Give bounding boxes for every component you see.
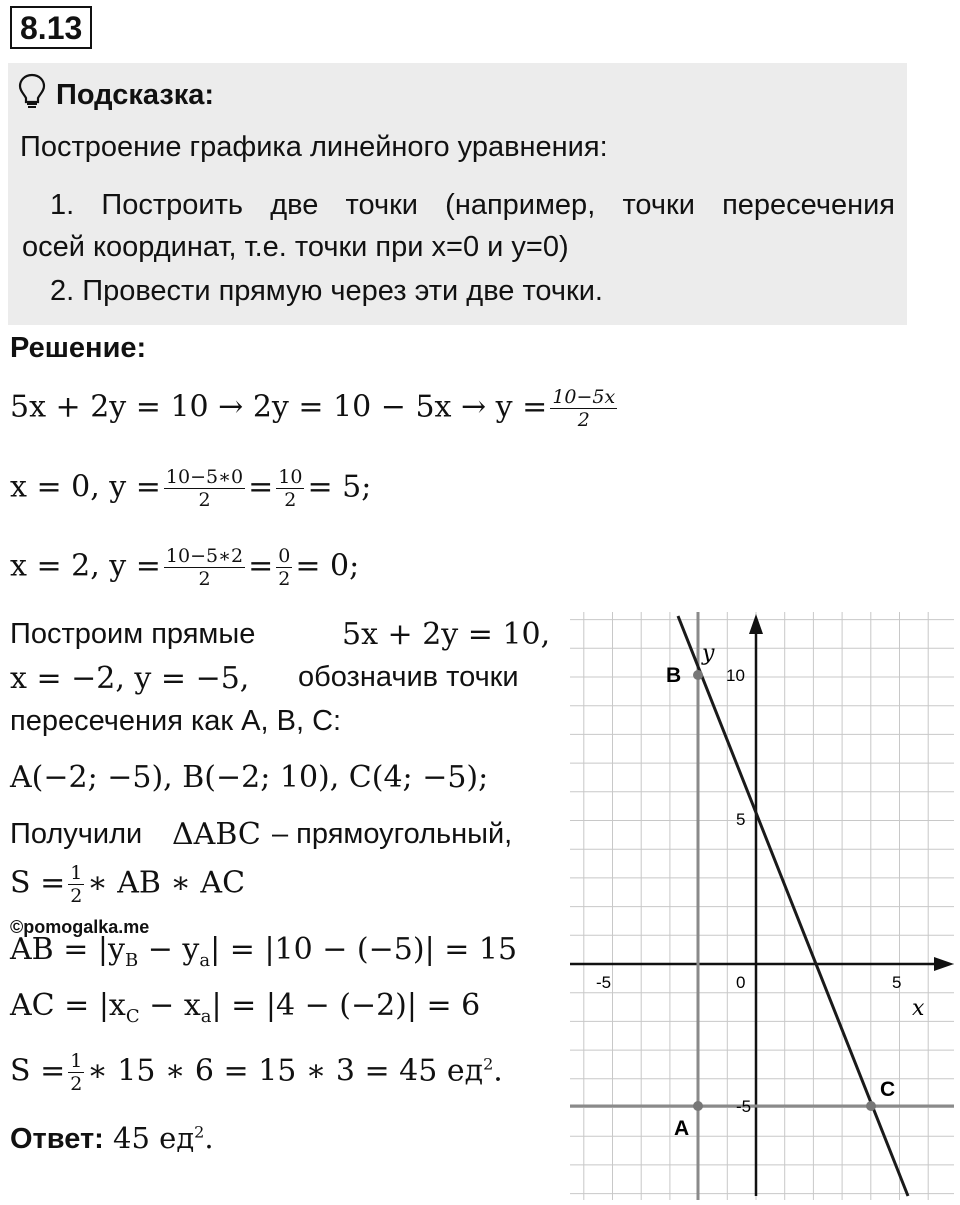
- para1-line1-text: Построим прямые: [10, 618, 256, 650]
- point-c: [866, 1101, 876, 1111]
- points-coordinates: A(−2; −5), B(−2; 10), C(4; −5);: [10, 760, 489, 795]
- hint-step1-line2: осей координат, т.е. точки при x=0 и y=0): [22, 231, 569, 263]
- lightbulb-icon: [18, 73, 46, 117]
- coordinate-graph: [570, 612, 954, 1200]
- para1-line2-math: x = −2, y = −5,: [10, 661, 250, 696]
- tick-y-neg5: -5: [736, 1097, 752, 1116]
- y-axis-arrow: [749, 614, 763, 634]
- tick-x-neg5: -5: [596, 973, 612, 992]
- solution-title: Решение:: [10, 332, 147, 364]
- para1-line3: пересечения как А, В, С:: [10, 705, 342, 737]
- problem-number: 8.13: [10, 6, 92, 49]
- equation-1: 5x + 2y = 10 → 2y = 10 − 5x → y = $\frac{10-5x}{2}$: [10, 386, 616, 431]
- para2-text: Получили: [10, 818, 143, 850]
- ac-calculation: AC = $|x_C - x_a| = |4 - (-2)| = 6$: [10, 988, 481, 1027]
- label-a: A: [674, 1117, 690, 1140]
- answer: [10, 1121, 214, 1156]
- point-b: [693, 670, 703, 680]
- ab-calculation: AB = $|y_B - y_a| = |10 - (-5)| = 15$: [10, 932, 518, 971]
- hint-step1-line1: 1. Построить две точки (например, точки пересечения: [50, 189, 895, 221]
- tick-y-5: 5: [736, 810, 746, 829]
- equation-2: x = 0, y = $\frac{10-5∗0}{2}$ = $\frac{10}{2}$ = 5;: [10, 466, 372, 511]
- hint-step2: 2. Провести прямую через эти две точки.: [50, 275, 603, 307]
- tick-y-10: 10: [726, 666, 745, 685]
- para2-text2: – прямоугольный,: [272, 818, 513, 850]
- answer-value: 45 $ед^2$.: [113, 1121, 214, 1155]
- x-axis-arrow: [934, 957, 954, 971]
- equation-3: x = 2, y = $\frac{10-5∗2}{2}$ = $\frac{0}{2}$ = 0;: [10, 545, 360, 590]
- axes: [570, 614, 954, 1196]
- area-formula: S = $\frac{1}{2}$ ∗ AB ∗ AC: [10, 862, 246, 907]
- label-c: C: [880, 1078, 896, 1101]
- hint-title-text: Подсказка:: [56, 78, 215, 111]
- label-b: B: [666, 664, 682, 687]
- answer-label: Ответ:: [10, 1123, 104, 1155]
- tick-origin: 0: [736, 973, 746, 992]
- point-a: [693, 1101, 703, 1111]
- para1-line1-math: 5x + 2y = 10,: [342, 617, 551, 652]
- para2-triangle: ΔABC: [172, 817, 261, 852]
- tick-x-5: 5: [892, 973, 902, 992]
- hint-title: [18, 73, 214, 117]
- hint-intro: Построение графика линейного уравнения:: [20, 131, 608, 163]
- watermark: ©pomogalka.me: [10, 917, 150, 937]
- x-axis-label: x: [912, 996, 925, 1021]
- y-axis-label: y: [702, 641, 715, 666]
- grid: [570, 612, 954, 1200]
- para1-line2-text: обозначив точки: [298, 661, 519, 693]
- area-result: S = $\frac{1}{2}$ ∗ 15 ∗ 6 = 15 ∗ 3 = 45 $ед^2$.: [10, 1050, 503, 1095]
